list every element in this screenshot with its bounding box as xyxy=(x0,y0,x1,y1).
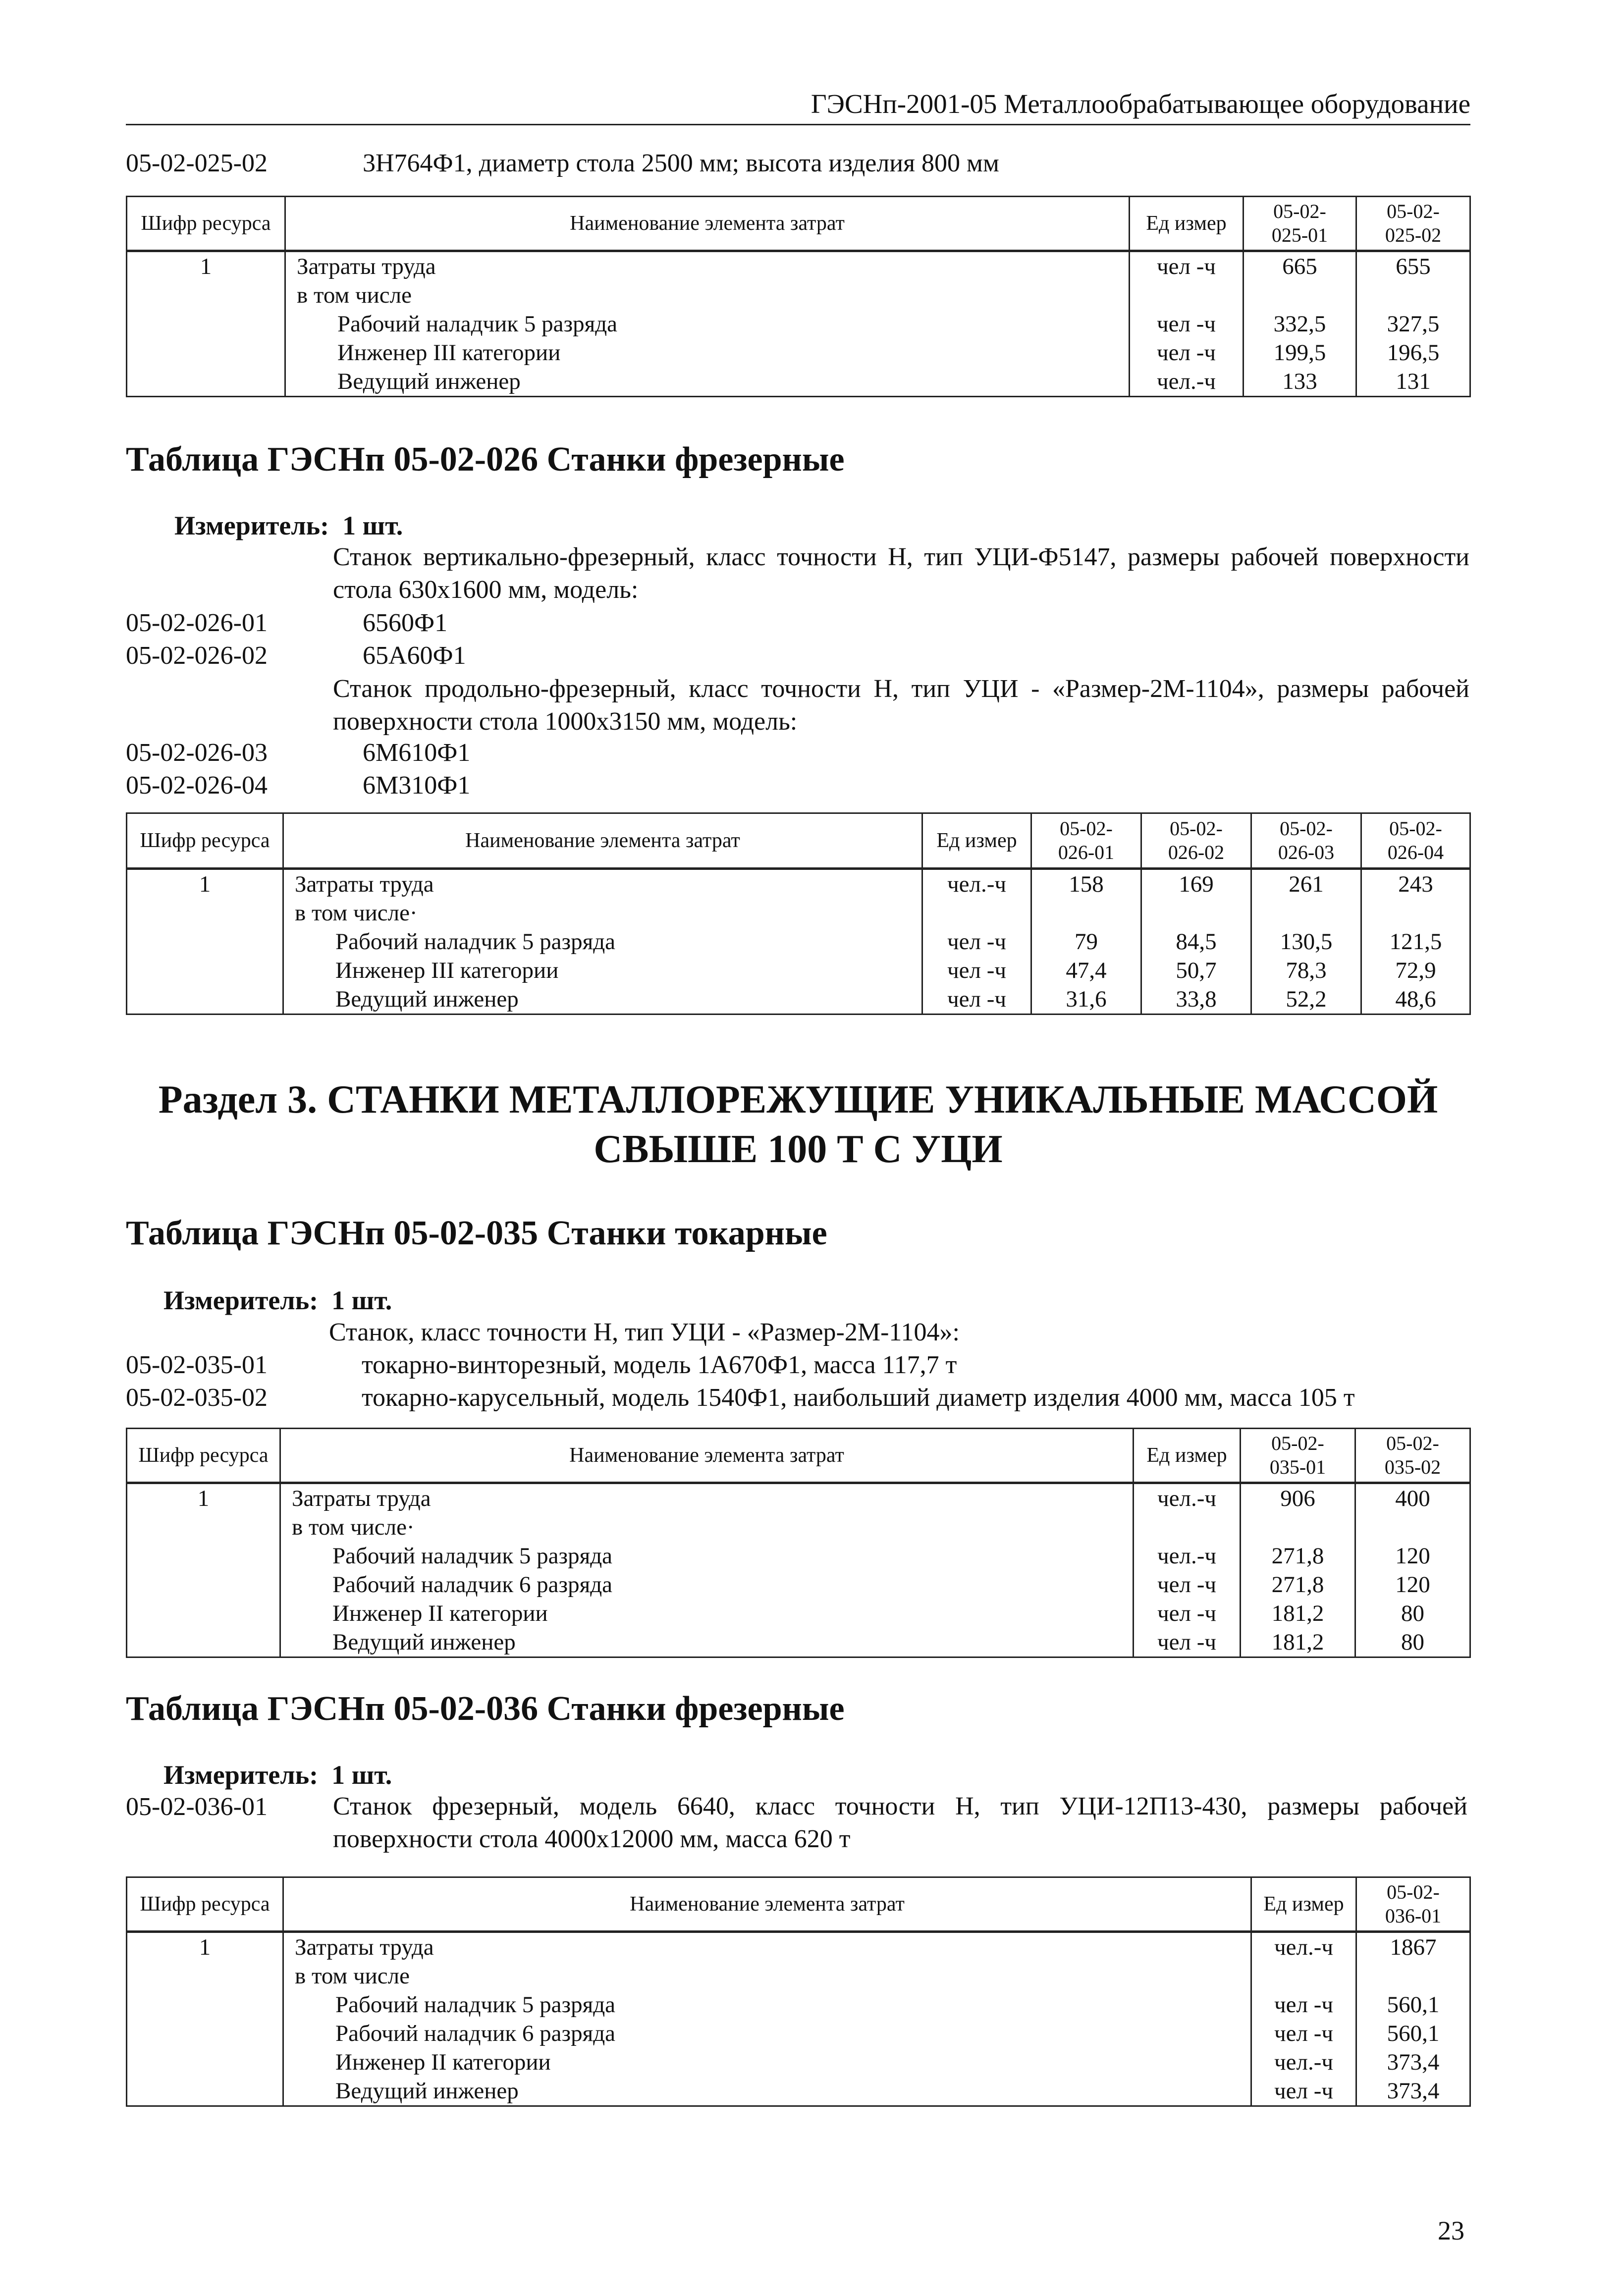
cost-table-036 xyxy=(126,1876,1471,2107)
resource-code: 1 xyxy=(127,1932,283,2106)
header-code: Шифр ресурса xyxy=(127,197,285,251)
running-header: ГЭСНп-2001-05 Металлообрабатывающее оборудование xyxy=(811,89,1470,119)
resource-code: 1 xyxy=(127,869,283,1015)
header-rule xyxy=(126,124,1470,125)
item-text: токарно-винторезный, модель 1А670Ф1, масса 117,7 т xyxy=(362,1351,957,1379)
item-text: 6560Ф1 xyxy=(363,609,448,637)
header-col: 05-02- 036-01 xyxy=(1356,1877,1470,1932)
values-col: 158 79 47,4 31,6 xyxy=(1031,869,1141,1015)
header-col: 05-02- 026-02 xyxy=(1141,813,1251,869)
header-col: 05-02- 035-01 xyxy=(1241,1429,1355,1483)
cost-table-025 xyxy=(126,196,1471,397)
cost-items: Затраты труда в том числе· Рабочий наладчик 5 разряда Рабочий наладчик 6 разряда Инженер II категории Ведущий инженер xyxy=(280,1483,1134,1657)
values-col: 655 327,5 196,5 131 xyxy=(1356,251,1470,397)
header-col: 05-02- 026-03 xyxy=(1251,813,1361,869)
header-name: Наименование элемента затрат xyxy=(283,1877,1251,1932)
cost-table-026 xyxy=(126,812,1471,1015)
table-body-row xyxy=(127,1932,1470,2106)
measure-036: Измеритель: 1 шт. xyxy=(163,1760,392,1790)
header-col: 05-02- 026-01 xyxy=(1031,813,1141,869)
item-text: токарно-карусельный, модель 1540Ф1, наибольший диаметр изделия 4000 мм, масса 105 т xyxy=(362,1384,1355,1412)
table-title-035: Таблица ГЭСНп 05-02-035 Станки токарные xyxy=(126,1214,827,1252)
values-col: 1867 560,1 560,1 373,4 373,4 xyxy=(1356,1932,1470,2106)
resource-code: 1 xyxy=(127,1483,280,1657)
header-col: 05-02- 035-02 xyxy=(1355,1429,1470,1483)
table-body-row xyxy=(127,869,1470,1015)
resource-code: 1 xyxy=(127,251,285,397)
values-col: 665 332,5 199,5 133 xyxy=(1244,251,1356,397)
item-code: 05-02-026-03 xyxy=(126,739,268,767)
header-unit: Ед измер xyxy=(1134,1429,1241,1483)
values-col: 169 84,5 50,7 33,8 xyxy=(1141,869,1251,1015)
header-code: Шифр ресурса xyxy=(127,1877,283,1932)
intro-026-1: Станок вертикально-фрезерный, класс точности Н, тип УЦИ-Ф5147, размеры рабочей поверхности стола 630х1600 мм, модель: xyxy=(333,543,1469,604)
item-code: 05-02-026-01 xyxy=(126,609,268,637)
table-title-026: Таблица ГЭСНп 05-02-026 Станки фрезерные xyxy=(126,440,845,479)
values-col: 243 121,5 72,9 48,6 xyxy=(1361,869,1470,1015)
header-code: Шифр ресурса xyxy=(127,1429,280,1483)
item-text: 6М610Ф1 xyxy=(363,739,471,767)
table-body-row xyxy=(127,251,1470,397)
table-header-row xyxy=(127,1877,1470,1932)
header-col: 05-02- 026-04 xyxy=(1361,813,1470,869)
header-name: Наименование элемента затрат xyxy=(285,197,1130,251)
header-unit: Ед измер xyxy=(1251,1877,1356,1932)
cost-items: Затраты труда в том числе Рабочий наладчик 5 разряда Рабочий наладчик 6 разряда Инженер II категории Ведущий инженер xyxy=(283,1932,1251,2106)
header-code: Шифр ресурса xyxy=(127,813,283,869)
values-col: 400 120 120 80 80 xyxy=(1355,1483,1470,1657)
entry-code: 05-02-025-02 xyxy=(126,149,268,177)
header-unit: Ед измер xyxy=(1130,197,1244,251)
table-title-036: Таблица ГЭСНп 05-02-036 Станки фрезерные xyxy=(126,1690,845,1728)
values-col: 906 271,8 271,8 181,2 181,2 xyxy=(1241,1483,1355,1657)
cost-items: Затраты труда в том числе Рабочий наладчик 5 разряда Инженер III категории Ведущий инженер xyxy=(285,251,1130,397)
header-col: 05-02- 025-01 xyxy=(1244,197,1356,251)
table-header-row xyxy=(127,197,1470,251)
values-col: 261 130,5 78,3 52,2 xyxy=(1251,869,1361,1015)
table-header-row xyxy=(127,813,1470,869)
measure-035: Измеритель: 1 шт. xyxy=(163,1285,392,1315)
units: чел.-ч чел -ч чел -ч чел -ч xyxy=(922,869,1031,1015)
cost-items: Затраты труда в том числе· Рабочий наладчик 5 разряда Инженер III категории Ведущий инженер xyxy=(283,869,922,1015)
header-unit: Ед измер xyxy=(922,813,1031,869)
item-code: 05-02-026-04 xyxy=(126,771,268,800)
item-code: 05-02-035-01 xyxy=(126,1351,268,1379)
item-text: Станок фрезерный, модель 6640, класс точности Н, тип УЦИ-12П13-430, размеры рабочей поверхности стола 4000х12000 мм, масса 620 т xyxy=(333,1792,1467,1853)
units: чел.-ч чел -ч чел -ч чел.-ч чел -ч xyxy=(1251,1932,1356,2106)
table-header-row xyxy=(127,1429,1470,1483)
units: чел -ч чел -ч чел -ч чел.-ч xyxy=(1130,251,1244,397)
units: чел.-ч чел.-ч чел -ч чел -ч чел -ч xyxy=(1134,1483,1241,1657)
item-text: 6М310Ф1 xyxy=(363,771,471,800)
page-number: 23 xyxy=(1438,2216,1464,2245)
item-code: 05-02-035-02 xyxy=(126,1384,268,1412)
item-text: 65А60Ф1 xyxy=(363,641,466,670)
item-code: 05-02-036-01 xyxy=(126,1793,268,1821)
intro-026-2: Станок продольно-фрезерный, класс точности Н, тип УЦИ - «Размер-2М-1104», размеры рабочей поверхности стола 1000х3150 мм, модель: xyxy=(333,675,1469,736)
item-code: 05-02-026-02 xyxy=(126,641,268,670)
header-name: Наименование элемента затрат xyxy=(280,1429,1134,1483)
table-body-row xyxy=(127,1483,1470,1657)
header-col: 05-02- 025-02 xyxy=(1356,197,1470,251)
header-name: Наименование элемента затрат xyxy=(283,813,922,869)
cost-table-035 xyxy=(126,1428,1471,1658)
intro-035: Станок, класс точности Н, тип УЦИ - «Размер-2М-1104»: xyxy=(329,1318,960,1346)
entry-text: 3Н764Ф1, диаметр стола 2500 мм; высота изделия 800 мм xyxy=(363,149,999,177)
measure-026: Измеритель: 1 шт. xyxy=(174,511,403,540)
section-title: Раздел 3. СТАНКИ МЕТАЛЛОРЕЖУЩИЕ УНИКАЛЬНЫЕ МАССОЙ СВЫШЕ 100 Т С УЦИ xyxy=(158,1078,1438,1171)
